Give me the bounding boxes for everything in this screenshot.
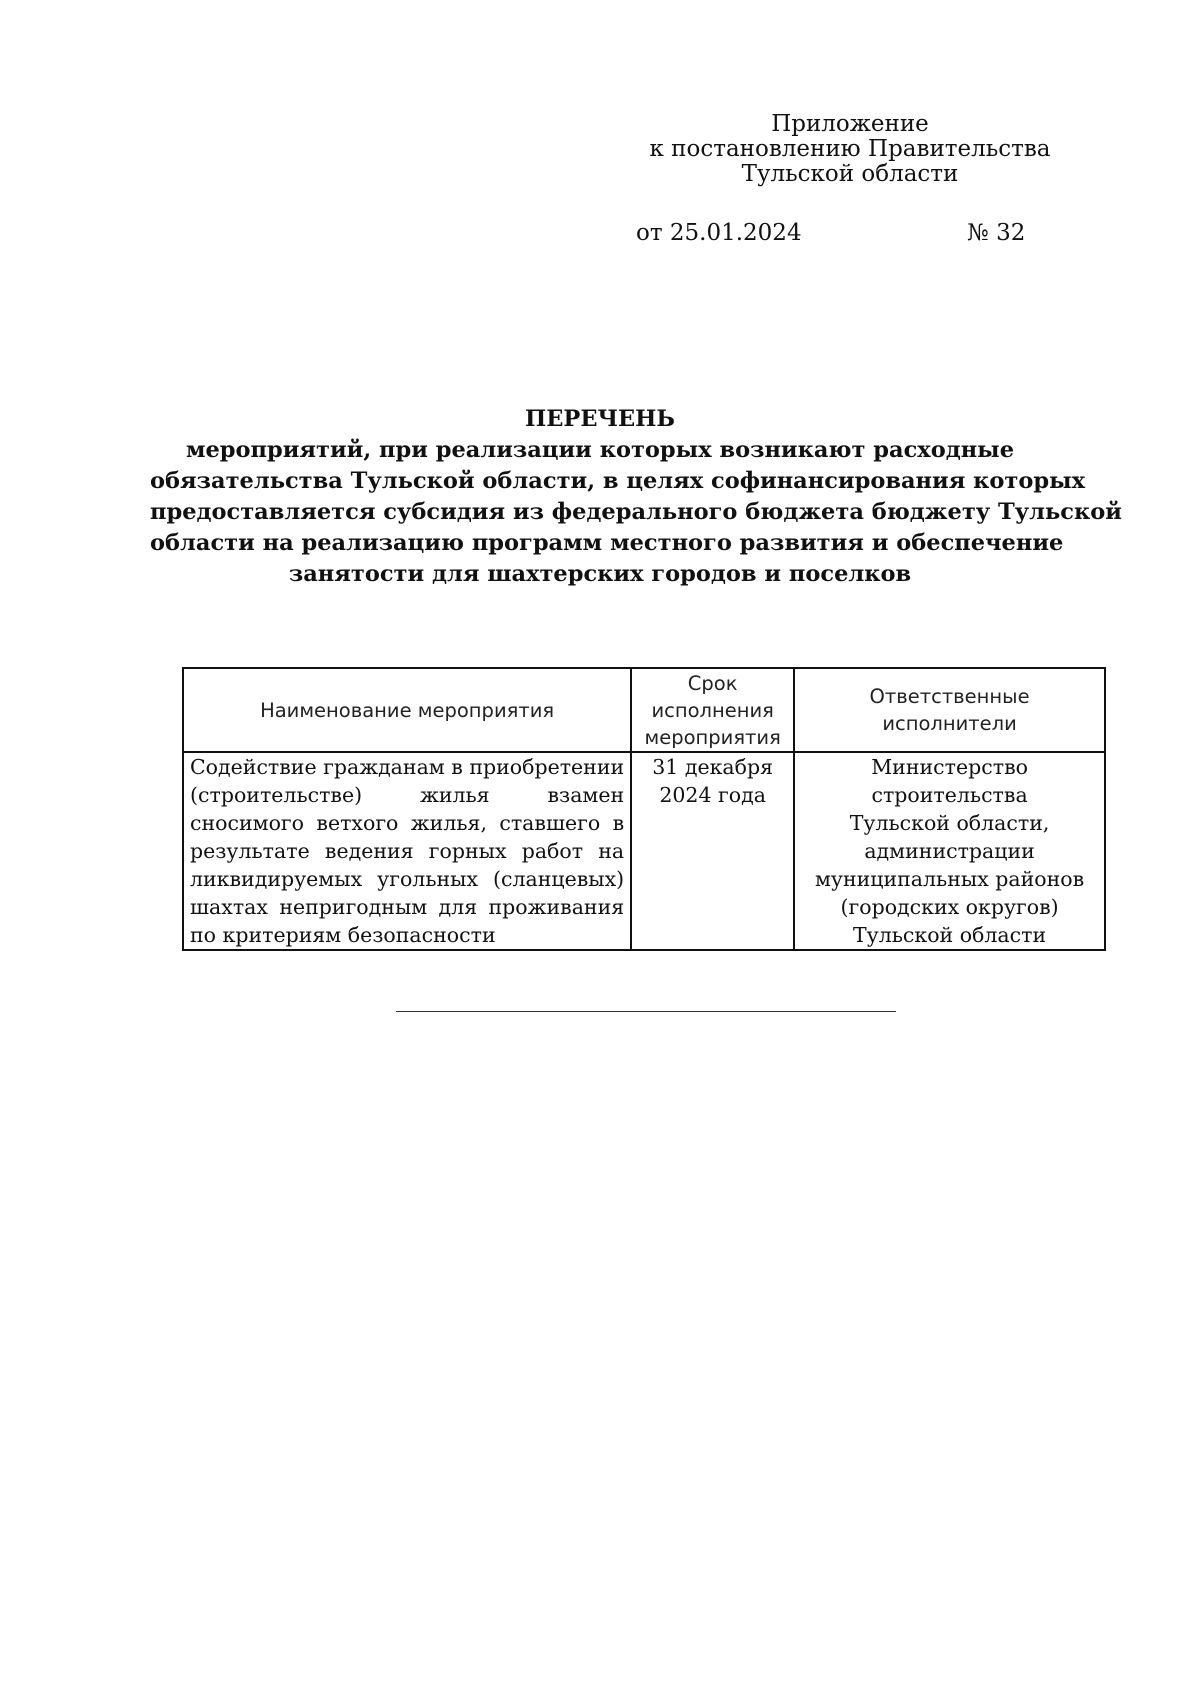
- event-name-line: по критериям безопасности: [190, 923, 496, 947]
- events-table: [182, 667, 1106, 951]
- heading-line: занятости для шахтерских городов и поселков: [288, 561, 912, 587]
- end-separator-line: [396, 1011, 896, 1012]
- event-executors-line: муниципальных районов: [814, 867, 1085, 891]
- event-executors-line: (городских округов): [840, 895, 1059, 919]
- appendix-line: к постановлению Правительства: [649, 136, 1051, 162]
- event-executors-line: строительства: [871, 783, 1028, 807]
- heading-line: предоставляется субсидия из федерального бюджета бюджету Тульской: [150, 499, 1122, 525]
- header-executors-line: исполнители: [882, 712, 1017, 735]
- heading-title: ПЕРЕЧЕНЬ: [525, 406, 675, 432]
- decree-date: от 25.01.2024: [636, 220, 802, 246]
- header-executors: [794, 668, 1105, 752]
- table-row: [183, 752, 1105, 950]
- event-name-line: шахтах непригодным для проживания: [190, 895, 625, 919]
- appendix-block: [640, 112, 1060, 187]
- decree-number: № 32: [967, 220, 1026, 246]
- event-name-line: (строительстве) жилья взамен: [190, 783, 625, 807]
- document-heading: [150, 404, 1122, 590]
- heading-line: области на реализацию программ местного развития и обеспечение: [150, 530, 1064, 556]
- header-deadline-line: Срок: [687, 671, 738, 695]
- header-executors-line: Ответственные: [869, 685, 1030, 708]
- header-deadline: [631, 668, 794, 752]
- event-name-line: сносимого ветхого жилья, ставшего в: [190, 811, 625, 835]
- header-deadline-line: исполнения: [651, 698, 774, 722]
- heading-line: обязательства Тульской области, в целях софинансирования которых: [150, 468, 1086, 494]
- heading-line: мероприятий, при реализации которых возникают расходные: [185, 437, 1015, 463]
- appendix-line: Тульской области: [741, 161, 959, 187]
- event-deadline-cell: [631, 752, 794, 950]
- header-name: Наименование мероприятия: [183, 668, 631, 752]
- event-executors-cell: [794, 752, 1105, 950]
- event-executors-line: Министерство: [871, 755, 1028, 779]
- event-name-line: ликвидируемых угольных (сланцевых): [190, 867, 625, 891]
- event-name-line: Содействие гражданам в приобретении: [190, 755, 625, 779]
- event-executors-line: Тульской области,: [849, 811, 1050, 835]
- event-deadline-line: 31 декабря: [652, 755, 774, 779]
- event-executors-line: Тульской области: [852, 923, 1047, 947]
- table-header-row: [183, 668, 1105, 752]
- event-deadline-line: 2024 года: [659, 783, 766, 807]
- header-deadline-line: мероприятия: [644, 725, 781, 749]
- event-name-line: результате ведения горных работ на: [190, 839, 625, 863]
- event-name-cell: [183, 752, 631, 950]
- event-executors-line: администрации: [864, 839, 1035, 863]
- appendix-line: Приложение: [771, 111, 929, 137]
